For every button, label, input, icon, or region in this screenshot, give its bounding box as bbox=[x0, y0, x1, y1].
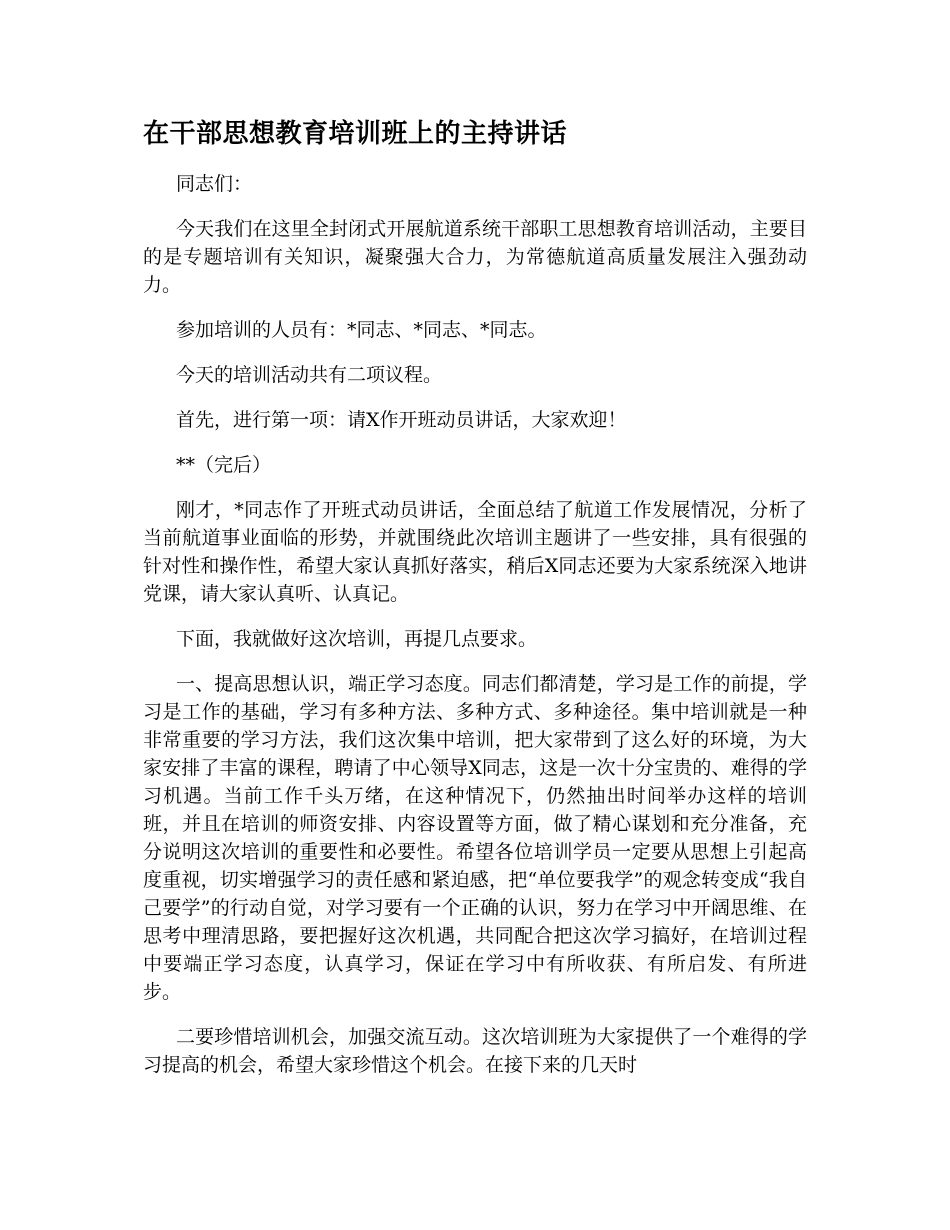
participants-paragraph: 参加培训的人员有：*同志、*同志、*同志。 bbox=[176, 319, 547, 341]
first-item-paragraph: 首先，进行第一项：请X作开班动员讲话，大家欢迎！ bbox=[176, 409, 627, 431]
agenda-paragraph: 今天的培训活动共有二项议程。 bbox=[176, 364, 443, 386]
intro-paragraph: 今天我们在这里全封闭式开展航道系统干部职工思想教育培训活动，主要目的是专题培训有关知识，凝聚强大合力，为常德航道高质量发展注入强劲动力。 bbox=[143, 218, 807, 296]
requirement-one-paragraph: 一、提高思想认识，端正学习态度。同志们都清楚，学习是工作的前提，学习是工作的基础，学习有多种方法、多种方式、多种途径。集中培训就是一种非常重要的学习方法，我们这次集中培训，把大家带到了这么好的环境，为大家安排了丰富的课程，聘请了中心领导X同志，这是一次十分宝贵的、难得的学习机遇。当前工作千头万绪，在这种情况下，仍然抽出时间举办这样的培训班，并且在培训的师资安排、内容设置等方面，做了精心谋划和充分准备，充分说明这次培训的重要性和必要性。希望各位培训学员一定要从思想上引起高度重视，切实增强学习的责任感和紧迫感，把“单位要我学”的观念转变成“我自己要学”的行动自觉，对学习要有一个正确的认识，努力在学习中开阔思维、在思考中理清思路，要把握好这次机遇，共同配合把这次学习搞好，在培训过程中要端正学习态度，认真学习，保证在学习中有所收获、有所启发、有所进步。 bbox=[143, 673, 807, 1003]
requirements-intro-paragraph: 下面，我就做好这次培训，再提几点要求。 bbox=[176, 628, 538, 650]
requirement-two-paragraph: 二要珍惜培训机会，加强交流互动。这次培训班为大家提供了一个难得的学习提高的机会，希望大家珍惜这个机会。在接下来的几天时 bbox=[143, 1026, 807, 1076]
document-title: 在干部思想教育培训班上的主持讲话 bbox=[143, 119, 568, 149]
summary-paragraph: 刚才，*同志作了开班式动员讲话，全面总结了航道工作发展情况，分析了当前航道事业面临的形势，并就围绕此次培训主题讲了一些安排，具有很强的针对性和操作性，希望大家认真抓好落实，稍后X同志还要为大家系统深入地讲党课，请大家认真听、认真记。 bbox=[143, 499, 807, 605]
after-speech-paragraph: **（完后） bbox=[176, 454, 272, 476]
document-body bbox=[143, 112, 807, 1079]
salutation-paragraph: 同志们： bbox=[176, 173, 253, 195]
